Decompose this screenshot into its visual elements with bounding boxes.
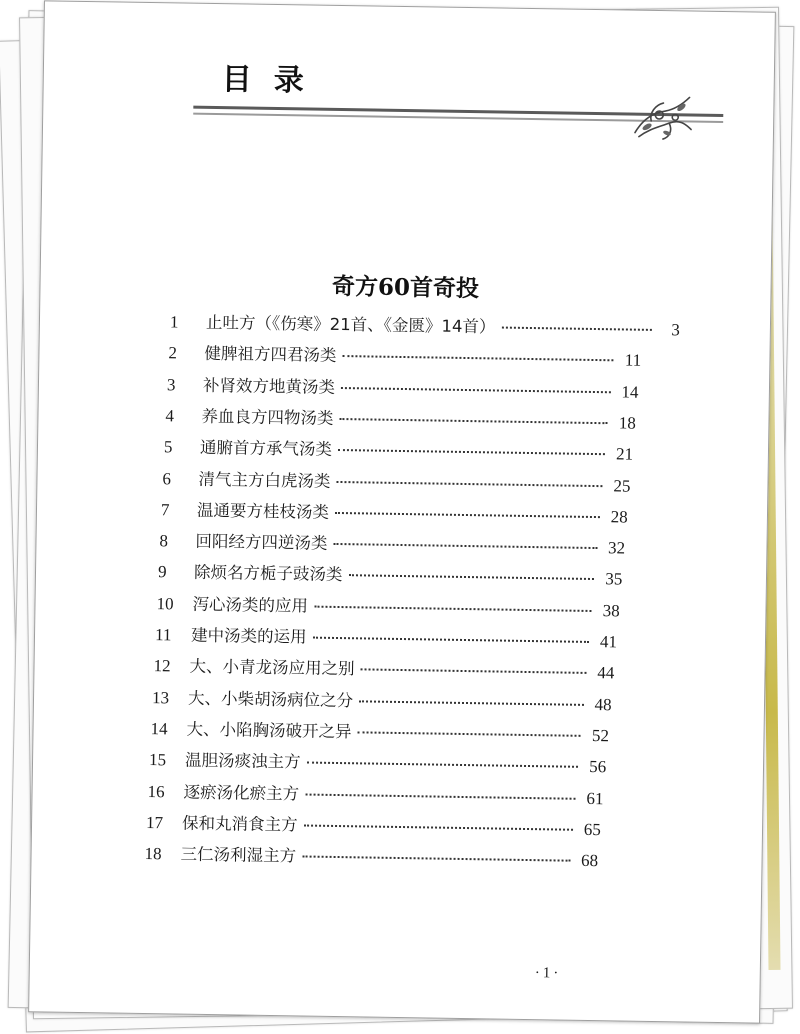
toc-entry-number: 6 [162, 468, 172, 488]
toc-entry[interactable] [146, 809, 601, 844]
toc-entry-title: 三仁汤利湿主方 [180, 844, 297, 866]
page-number-folio: ·1· [534, 965, 562, 982]
toc-entry-title: 止吐方（《伤寒》21首、《金匮》14首） [205, 312, 496, 337]
toc-entry-number: 16 [147, 781, 165, 801]
toc-entry-number: 1 [169, 312, 179, 332]
toc-entry-number: 7 [160, 500, 170, 520]
toc-leader-dots [304, 823, 573, 830]
toc-entry-number: 5 [163, 437, 173, 457]
toc-leader-dots [359, 699, 584, 706]
toc-entry-page: 14 [621, 382, 639, 402]
toc-entry-number: 13 [151, 687, 170, 707]
toc-entry-page: 35 [605, 569, 623, 589]
section-title: 奇方60首奇投 [331, 272, 480, 303]
toc-leader-dots [313, 636, 590, 643]
toc-entry[interactable] [149, 746, 607, 781]
toc-entry[interactable] [158, 559, 623, 594]
toc-leader-dots [358, 730, 581, 737]
toc-entry[interactable] [155, 621, 617, 656]
toc-leader-dots [305, 792, 576, 799]
toc-entry-number: 8 [159, 531, 169, 551]
toc-entry-page: 18 [618, 413, 636, 433]
toc-entry-number: 17 [145, 812, 164, 833]
toc-entry-page: 65 [583, 819, 601, 839]
toc-entry-title: 除烦名方栀子豉汤类 [193, 563, 343, 585]
toc-entry[interactable] [170, 308, 680, 344]
toc-entry-title: 大、小陷胸汤破开之异 [186, 719, 352, 742]
page-heading: 目录 [221, 62, 327, 99]
toc-leader-dots [314, 604, 592, 611]
toc-entry-page: 21 [615, 444, 634, 464]
toc-leader-dots [307, 761, 579, 768]
toc-entry-title: 保和丸消食主方 [181, 813, 298, 835]
toc-entry-page: 48 [594, 694, 612, 714]
toc-entry-title: 补肾效方地黄汤类 [202, 375, 336, 397]
toc-entry-title: 通腑首方承气汤类 [199, 438, 333, 460]
toc-entry-page: 3 [671, 320, 681, 340]
toc-leader-dots [348, 574, 594, 581]
toc-entry-title: 建中汤类的运用 [190, 625, 307, 647]
toc-entry-title: 泻心汤类的应用 [192, 594, 309, 616]
toc-entry-number: 14 [150, 718, 168, 739]
toc-entry-page: 56 [589, 757, 607, 777]
toc-entry-title: 清气主方白虎汤类 [198, 469, 331, 491]
toc-leader-dots [501, 326, 652, 331]
toc-entry-page: 41 [599, 632, 618, 652]
toc-entry-title: 养血良方四物汤类 [201, 406, 334, 428]
toc-entry-page: 32 [607, 538, 626, 558]
toc-entry-page: 52 [591, 725, 610, 746]
toc-entry[interactable] [153, 652, 614, 687]
toc-entry[interactable] [144, 840, 598, 875]
toc-entry-title: 温胆汤痰浊主方 [184, 750, 301, 772]
toc-entry[interactable] [150, 715, 609, 750]
toc-entry-title: 逐瘀汤化瘀主方 [183, 782, 300, 803]
toc-entry-number: 4 [165, 406, 175, 426]
toc-entry-page: 38 [602, 600, 620, 621]
toc-entry[interactable] [168, 340, 641, 375]
toc-entry[interactable] [152, 684, 612, 719]
table-of-contents [29, 1, 775, 1012]
toc-entry-number: 12 [153, 656, 171, 676]
toc-entry-title: 温通要方桂枝汤类 [196, 500, 330, 522]
toc-entry-title: 大、小柴胡汤病位之分 [187, 688, 354, 710]
toc-leader-dots [361, 668, 587, 675]
toc-leader-dots [338, 448, 605, 455]
toc-entry-page: 11 [624, 350, 642, 371]
toc-leader-dots [335, 511, 600, 518]
toc-leader-dots [342, 354, 613, 361]
toc-leader-dots [333, 542, 597, 549]
toc-entry[interactable] [159, 527, 625, 562]
toc-leader-dots [302, 855, 570, 862]
toc-entry-number: 9 [157, 562, 167, 582]
toc-entry-number: 10 [156, 593, 174, 614]
toc-entry-number: 2 [168, 343, 178, 363]
toc-entry[interactable] [161, 496, 628, 531]
toc-entry-number: 11 [154, 625, 172, 645]
toc-entry-page: 44 [597, 663, 615, 683]
toc-entry[interactable] [147, 778, 603, 813]
toc-entry-number: 3 [166, 374, 176, 395]
toc-entry-title: 大、小青龙汤应用之别 [189, 656, 355, 679]
toc-entry-page: 28 [610, 507, 628, 527]
toc-entry[interactable] [167, 371, 639, 406]
toc-entry[interactable] [164, 433, 634, 468]
toc-entry[interactable] [156, 590, 620, 625]
toc-leader-dots [336, 479, 602, 486]
toc-leader-dots [341, 386, 611, 393]
document-page [28, 0, 776, 1023]
toc-entry-title: 健脾祖方四君汤类 [204, 344, 337, 366]
toc-entry-page: 25 [613, 475, 631, 496]
toc-entry-number: 18 [144, 844, 162, 864]
toc-entry[interactable] [165, 402, 636, 437]
toc-entry[interactable] [162, 465, 630, 500]
toc-entry-page: 61 [586, 788, 604, 808]
toc-entry-number: 15 [148, 750, 167, 770]
toc-entry-page: 68 [580, 850, 599, 871]
toc-leader-dots [339, 417, 607, 424]
toc-entry-title: 回阳经方四逆汤类 [195, 531, 328, 553]
